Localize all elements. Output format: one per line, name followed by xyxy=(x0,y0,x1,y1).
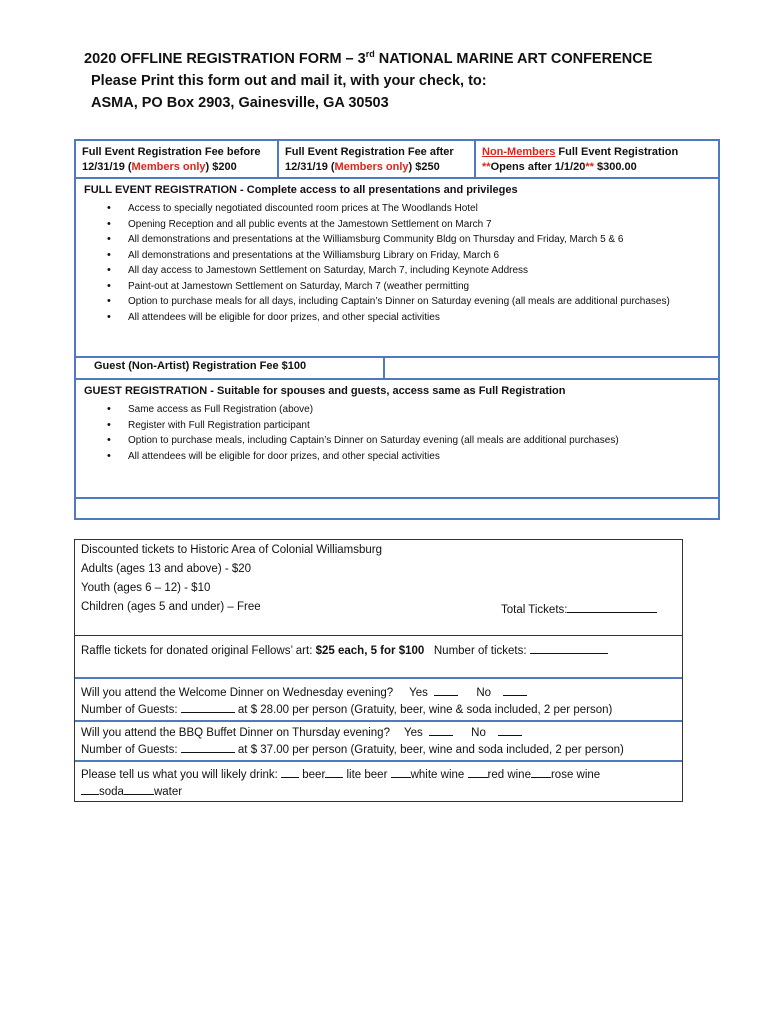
list-item: • Register with Full Registration participant xyxy=(128,418,708,434)
fee-late-members: Full Event Registration Fee after 12/31/19 (Members only) $250 xyxy=(279,141,476,177)
list-item: • All attendees will be eligible for door prizes, and other special activities xyxy=(128,310,708,326)
drinks-line-2: soda water xyxy=(81,783,182,798)
full-event-title: FULL EVENT REGISTRATION - Complete access to all presentations and privileges xyxy=(84,184,518,196)
divider xyxy=(75,760,682,762)
fee-row xyxy=(76,141,718,179)
bbq-no-blank[interactable] xyxy=(498,724,522,736)
total-tickets: Total Tickets: xyxy=(501,601,657,616)
list-item: • Access to specially negotiated discounted room prices at The Woodlands Hotel xyxy=(128,201,708,217)
raffle-count-blank[interactable] xyxy=(530,642,608,654)
list-item: • Option to purchase meals, including Captain’s Dinner on Saturday evening (all meals are additional purchases) xyxy=(128,433,708,449)
list-item: • Paint-out at Jamestown Settlement on Saturday, March 7 (weather permitting xyxy=(128,279,708,295)
list-item: • All attendees will be eligible for door prizes, and other special activities xyxy=(128,449,708,465)
fee-non-members: Non-Members Full Event Registration **Opens after 1/1/20** $300.00 xyxy=(482,146,679,173)
form-header xyxy=(84,48,724,114)
tickets-heading: Discounted tickets to Historic Area of Colonial Williamsburg xyxy=(81,544,383,556)
total-tickets-blank[interactable] xyxy=(567,601,657,613)
bbq-guests: Number of Guests: at $ 37.00 per person (Gratuity, beer, wine and soda included, 2 per person) xyxy=(81,741,624,756)
welcome-guests-blank[interactable] xyxy=(181,701,235,713)
list-item: • Same access as Full Registration (above) xyxy=(128,402,708,418)
red-wine-blank[interactable] xyxy=(468,766,488,778)
welcome-dinner-question: Will you attend the Welcome Dinner on Wednesday evening? Yes No xyxy=(81,684,527,699)
soda-blank[interactable] xyxy=(81,783,99,795)
raffle-line: Raffle tickets for donated original Fellows’ art: $25 each, 5 for $100 Number of tickets: xyxy=(81,642,608,657)
tickets-children: Children (ages 5 and under) – Free xyxy=(81,601,261,613)
list-item: • Option to purchase meals for all days, including Captain’s Dinner on Saturday evening (all meals are additional purchases) xyxy=(128,294,708,310)
fee-early-members: Full Event Registration Fee before 12/31/19 (Members only) $200 xyxy=(76,141,279,177)
mail-instructions: Please Print this form out and mail it, with your check, to: xyxy=(91,73,487,89)
lite-beer-blank[interactable] xyxy=(325,766,343,778)
list-item: • Opening Reception and all public events at the Jamestown Settlement on March 7 xyxy=(128,217,708,233)
list-item: • All demonstrations and presentations at the Williamsburg Library on Friday, March 6 xyxy=(128,248,708,264)
guest-fee-label: Guest (Non-Artist) Registration Fee $100 xyxy=(76,356,385,378)
tickets-adults: Adults (ages 13 and above) - $20 xyxy=(81,563,252,575)
options-box xyxy=(74,539,683,802)
bbq-yes-blank[interactable] xyxy=(429,724,453,736)
welcome-guests: Number of Guests: at $ 28.00 per person (Gratuity, beer, wine & soda included, 2 per person) xyxy=(81,701,612,716)
tickets-youth: Youth (ages 6 – 12) - $10 xyxy=(81,582,211,594)
divider xyxy=(75,720,682,722)
divider xyxy=(76,497,718,499)
rose-wine-blank[interactable] xyxy=(531,766,551,778)
bbq-dinner-question: Will you attend the BBQ Buffet Dinner on Thursday evening? Yes No xyxy=(81,724,522,739)
registration-fee-table xyxy=(74,139,720,520)
full-event-list xyxy=(100,201,708,325)
water-blank[interactable] xyxy=(124,783,154,795)
divider xyxy=(75,635,682,636)
list-item: • All day access to Jamestown Settlement on Saturday, March 7, including Keynote Address xyxy=(128,263,708,279)
guest-list xyxy=(100,402,708,464)
list-item: • All demonstrations and presentations at the Williamsburg Community Bldg on Thursday and Friday, March 5 & 6 xyxy=(128,232,708,248)
bbq-guests-blank[interactable] xyxy=(181,741,235,753)
welcome-no-blank[interactable] xyxy=(503,684,527,696)
form-title: 2020 OFFLINE REGISTRATION FORM – 3rd NATIONAL MARINE ART CONFERENCE xyxy=(84,49,653,67)
beer-blank[interactable] xyxy=(281,766,299,778)
drinks-question: Please tell us what you will likely drink: beer lite beer white wine red wine rose wine xyxy=(81,766,600,781)
white-wine-blank[interactable] xyxy=(391,766,411,778)
guest-registration-title: GUEST REGISTRATION - Suitable for spouses and guests, access same as Full Registration xyxy=(84,385,566,397)
mailing-address: ASMA, PO Box 2903, Gainesville, GA 30503 xyxy=(91,95,389,111)
divider xyxy=(75,677,682,679)
guest-fee-row xyxy=(76,356,718,380)
welcome-yes-blank[interactable] xyxy=(434,684,458,696)
